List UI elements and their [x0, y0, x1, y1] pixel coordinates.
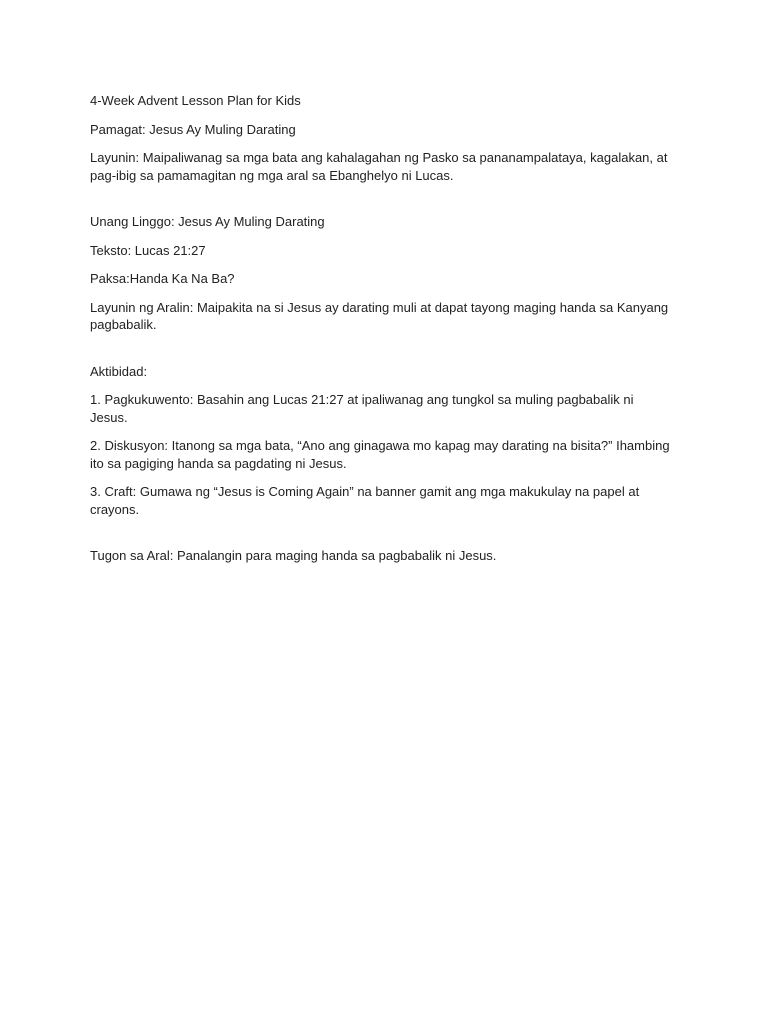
tugon-line: Tugon sa Aral: Panalangin para maging handa sa pagbabalik ni Jesus.: [90, 548, 497, 563]
aktibidad-item-1: 1. Pagkukuwento: Basahin ang Lucas 21:27 at ipaliwanag ang tungkol sa muling pagbabalik ni Jesus.: [90, 392, 634, 425]
section-spacer: [90, 195, 670, 213]
aktibidad-heading: Aktibidad:: [90, 363, 148, 379]
section-spacer: [90, 529, 670, 547]
pamagat-line: Pamagat: Jesus Ay Muling Darating: [90, 121, 296, 137]
section-spacer: [90, 345, 670, 363]
document-title: 4-Week Advent Lesson Plan for Kids: [90, 93, 301, 108]
week1-heading: Unang Linggo: Jesus Ay Muling Darating: [90, 214, 325, 229]
aktibidad-item-2: 2. Diskusyon: Itanong sa mga bata, “Ano ang ginagawa mo kapag may darating na bisita?” Ihambing ito sa pagiging handa sa pagdating ni Jesus.: [90, 438, 670, 471]
aktibidad-item-3: 3. Craft: Gumawa ng “Jesus is Coming Again” na banner gamit ang mga makukulay na papel at crayons.: [90, 484, 640, 517]
week1-paksa: Paksa:Handa Ka Na Ba?: [90, 271, 235, 286]
week1-layunin-aralin: Layunin ng Aralin: Maipakita na si Jesus ay darating muli at dapat tayong maging handa sa Kanyang pagbabalik.: [90, 299, 669, 332]
week1-teksto: Teksto: Lucas 21:27: [90, 242, 206, 258]
document-body: [90, 92, 670, 576]
layunin-paragraph: Layunin: Maipaliwanag sa mga bata ang kahalagahan ng Pasko sa pananampalataya, kagalakan, at pag-ibig sa pamamagitan ng mga aral sa Ebanghelyo ni Lucas.: [90, 150, 668, 183]
